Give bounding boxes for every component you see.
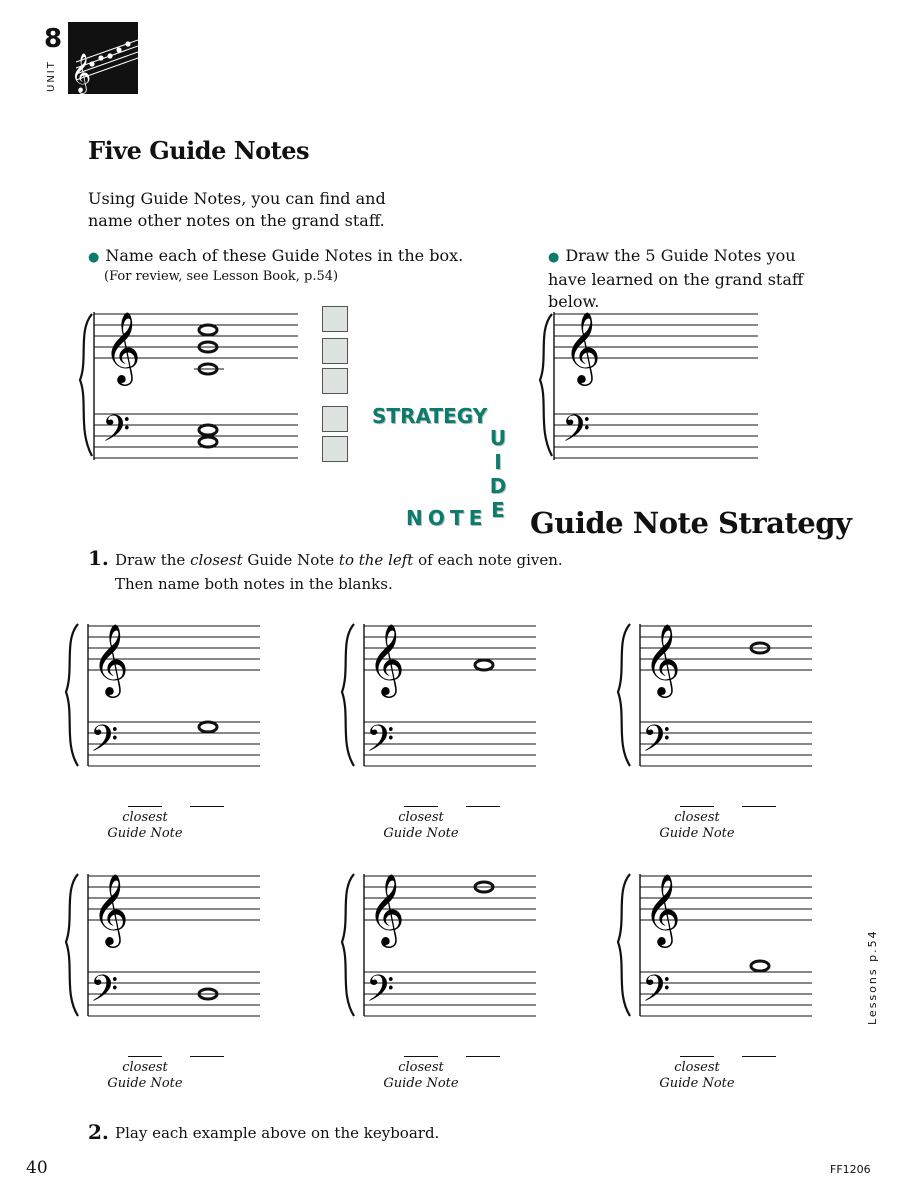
staff-brace: [540, 314, 552, 456]
bass-clef-icon: 𝄢: [366, 968, 395, 1019]
answer-box-3[interactable]: [322, 368, 348, 394]
staff-brace: [80, 314, 92, 456]
blank-6a[interactable]: [680, 1042, 714, 1057]
answer-box-4[interactable]: [322, 406, 348, 432]
guide-vertical-word: U I D E: [489, 426, 507, 522]
answer-box-2[interactable]: [322, 338, 348, 364]
blank-2b[interactable]: [466, 792, 500, 807]
bass-clef-icon: 𝄢: [102, 408, 131, 459]
strategy-word: STRATEGY: [372, 404, 488, 428]
caption-2: closest Guide Note: [383, 810, 459, 841]
page-number: 40: [26, 1158, 48, 1178]
blank-5a[interactable]: [404, 1042, 438, 1057]
blank-3b[interactable]: [742, 792, 776, 807]
bass-clef-icon: 𝄢: [562, 408, 591, 459]
section-title: Five Guide Notes: [88, 136, 310, 165]
exercise-2-instruction: Play each example above on the keyboard.: [115, 1124, 440, 1142]
unit-badge-graphic: [68, 22, 138, 94]
left-instruction: ● Name each of these Guide Notes in the box.: [88, 246, 464, 265]
exercise-staff-6[interactable]: [614, 860, 824, 1025]
exercise-staff-5[interactable]: [338, 860, 548, 1025]
right-instruction: ● Draw the 5 Guide Notes you have learned on the grand staff below.: [548, 246, 804, 311]
blank-4a[interactable]: [128, 1042, 162, 1057]
given-note: [475, 660, 493, 670]
lesson-reference: Lessons p.54: [866, 929, 879, 1025]
blank-1a[interactable]: [128, 792, 162, 807]
answer-box-5[interactable]: [322, 436, 348, 462]
treble-clef-icon: 𝄞: [368, 622, 405, 695]
bullet-icon: ●: [548, 250, 560, 265]
bass-clef-icon: 𝄢: [90, 968, 119, 1019]
blank-2a[interactable]: [404, 792, 438, 807]
blank-4b[interactable]: [190, 1042, 224, 1057]
treble-clef-icon: 𝄞: [92, 622, 129, 695]
exercise-1-number: 1.: [88, 546, 109, 570]
treble-clef-icon: 𝄞: [368, 872, 405, 945]
caption-6: closest Guide Note: [659, 1060, 735, 1091]
given-note: [199, 722, 217, 732]
answer-box-1[interactable]: [322, 306, 348, 332]
svg-text:𝄞: 𝄞: [71, 53, 92, 93]
intro-text: Using Guide Notes, you can find and name other notes on the grand staff.: [88, 189, 386, 230]
caption-3: closest Guide Note: [659, 810, 735, 841]
unit-label: UNIT: [46, 60, 57, 92]
treble-clef-icon: 𝄞: [644, 872, 681, 945]
note-word: N O T E: [406, 506, 483, 530]
guide-notes-grand-staff: [76, 300, 316, 470]
guide-note-strategy-title: Guide Note Strategy: [530, 506, 852, 540]
blank-5b[interactable]: [466, 1042, 500, 1057]
exercise-staff-3[interactable]: [614, 610, 824, 775]
unit-number: 8: [44, 24, 63, 54]
caption-4: closest Guide Note: [107, 1060, 183, 1091]
draw-guide-notes-grand-staff[interactable]: [536, 300, 776, 470]
blank-3a[interactable]: [680, 792, 714, 807]
treble-clef-icon: 𝄞: [644, 622, 681, 695]
bass-clef-icon: 𝄢: [642, 718, 671, 769]
exercise-staff-1[interactable]: [62, 610, 272, 775]
catalog-code: FF1206: [830, 1163, 871, 1176]
exercise-staff-2[interactable]: [338, 610, 548, 775]
bass-clef-icon: 𝄢: [642, 968, 671, 1019]
blank-1b[interactable]: [190, 792, 224, 807]
staff-logo-icon: [68, 22, 138, 94]
caption-1: closest Guide Note: [107, 810, 183, 841]
exercise-1-instruction: Draw the closest Guide Note to the left of each note given. Then name both notes in the blanks.: [115, 551, 563, 593]
treble-clef-icon: 𝄞: [564, 310, 601, 383]
blank-6b[interactable]: [742, 1042, 776, 1057]
review-note: (For review, see Lesson Book, p.54): [104, 269, 339, 284]
exercise-2-number: 2.: [88, 1120, 109, 1144]
treble-clef-icon: 𝄞: [92, 872, 129, 945]
treble-clef-icon: 𝄞: [104, 310, 141, 383]
caption-5: closest Guide Note: [383, 1060, 459, 1091]
exercise-staff-4[interactable]: [62, 860, 272, 1025]
bullet-icon: ●: [88, 250, 100, 265]
bass-clef-icon: 𝄢: [366, 718, 395, 769]
given-note: [751, 961, 769, 971]
bass-clef-icon: 𝄢: [90, 718, 119, 769]
